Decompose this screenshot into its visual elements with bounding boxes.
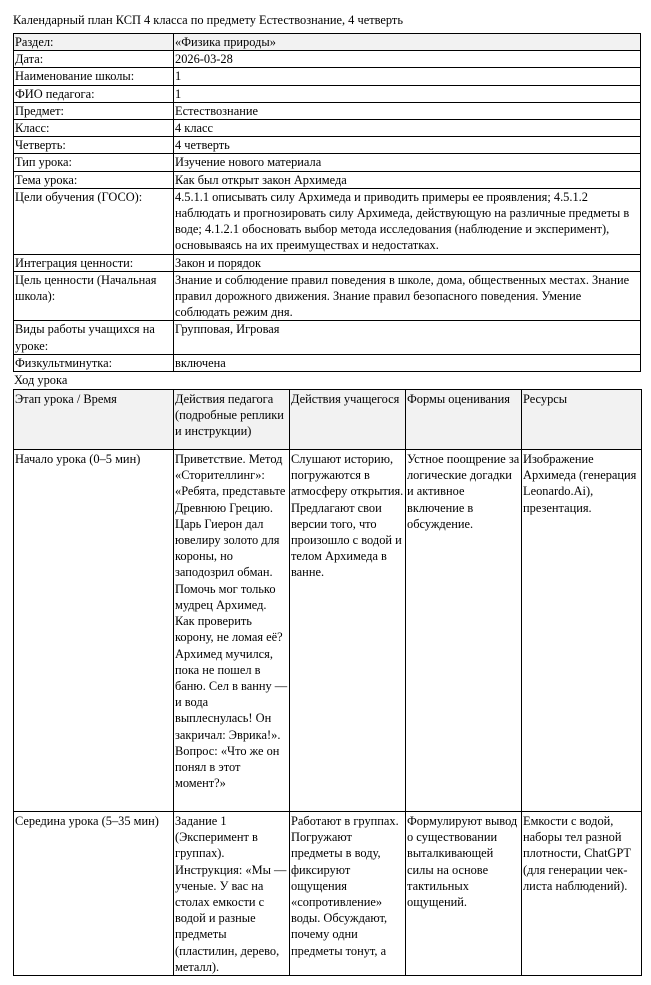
info-table: [13, 33, 641, 372]
lesson-row-start: [14, 450, 642, 812]
info-row-quarter: [14, 137, 641, 154]
info-value: «Физика природы»: [174, 34, 641, 51]
info-value: 1: [174, 85, 641, 102]
info-label: Наименование школы:: [14, 68, 174, 85]
info-row-date: [14, 51, 641, 68]
info-label: Физкультминутка:: [14, 354, 174, 371]
lesson-row-middle: [14, 812, 642, 976]
info-label: Тип урока:: [14, 154, 174, 171]
info-row-exercise-break: [14, 354, 641, 371]
document-page: [13, 11, 641, 976]
student-actions-cell: Работают в группах. Погружают предметы в воду, фиксируют ощущения «сопротивление» воды. Обсуждают, почему одни предметы тонут, а: [290, 812, 406, 976]
info-row-value-integration: [14, 254, 641, 271]
info-value: 4.5.1.1 описывать силу Архимеда и приводить примеры ее проявления; 4.5.1.2 наблюдать и прогнозировать силу Архимеда, действующую на различные предметы в воде; 4.1.2.1 обосновать выбор метода исследования (наблюдение и эксперимент), основываясь на их преимуществах и недостатках.: [174, 188, 641, 254]
info-value: 4 четверть: [174, 137, 641, 154]
info-value: Как был открыт закон Архимеда: [174, 171, 641, 188]
info-label: Интеграция ценности:: [14, 254, 174, 271]
info-row-school: [14, 68, 641, 85]
stage-cell: Середина урока (5–35 мин): [14, 812, 174, 976]
info-value: Знание и соблюдение правил поведения в школе, дома, общественных местах. Знание правил дорожного движения. Знание правил безопасного поведения. Умение соблюдать режим дня.: [174, 271, 641, 321]
info-row-teacher: [14, 85, 641, 102]
info-value: 4 класс: [174, 120, 641, 137]
info-label: Дата:: [14, 51, 174, 68]
info-value: включена: [174, 354, 641, 371]
info-label: Предмет:: [14, 102, 174, 119]
info-row-section: [14, 34, 641, 51]
column-header: Действия педагога (подробные реплики и инструкции): [174, 390, 290, 450]
teacher-actions-cell: Приветствие. Метод «Сторителлинг»: «Ребята, представьте Древнюю Грецию. Царь Гиерон дал ювелиру золото для короны, но заподозрил обман. Помочь мог только мудрец Архимед. Как проверить корону, не ломая её? Архимед мучился, пока не пошел в баню. Сел в ванну — и вода выплеснулась! Он закричал: Эврика!». Вопрос: «Что же он понял в этот момент?»: [174, 450, 290, 812]
column-header: Формы оценивания: [406, 390, 522, 450]
column-header: Этап урока / Время: [14, 390, 174, 450]
info-row-lesson-type: [14, 154, 641, 171]
assessment-cell: Формулируют вывод о существовании выталкивающей силы на основе тактильных ощущений.: [406, 812, 522, 976]
info-label: Цели обучения (ГОСО):: [14, 188, 174, 254]
lesson-section-title: Ход урока: [14, 373, 68, 388]
info-label: Тема урока:: [14, 171, 174, 188]
column-header: Действия учащегося: [290, 390, 406, 450]
document-title: Календарный план КСП 4 класса по предмету Естествознание, 4 четверть: [13, 13, 403, 27]
info-value: Групповая, Игровая: [174, 321, 641, 354]
resources-cell: Изображение Архимеда (генерация Leonardo.Ai), презентация.: [522, 450, 642, 812]
info-value: Естествознание: [174, 102, 641, 119]
lesson-header-row: [14, 390, 642, 450]
info-row-grade: [14, 120, 641, 137]
column-header: Ресурсы: [522, 390, 642, 450]
info-label: ФИО педагога:: [14, 85, 174, 102]
info-label: Раздел:: [14, 34, 174, 51]
info-label: Четверть:: [14, 137, 174, 154]
info-row-topic: [14, 171, 641, 188]
info-value: Закон и порядок: [174, 254, 641, 271]
info-row-learning-goals: [14, 188, 641, 254]
info-row-subject: [14, 102, 641, 119]
resources-cell: Емкости с водой, наборы тел разной плотности, ChatGPT (для генерации чек-листа наблюдений).: [522, 812, 642, 976]
info-label: Класс:: [14, 120, 174, 137]
info-value: 1: [174, 68, 641, 85]
teacher-actions-cell: Задание 1 (Эксперимент в группах). Инструкция: «Мы — ученые. У вас на столах емкости с водой и разные предметы (пластилин, дерево, металл).: [174, 812, 290, 976]
assessment-cell: Устное поощрение за логические догадки и активное включение в обсуждение.: [406, 450, 522, 812]
lesson-table: [13, 389, 642, 976]
info-label: Виды работы учащихся на уроке:: [14, 321, 174, 354]
info-row-work-types: [14, 321, 641, 354]
info-row-value-goal: [14, 271, 641, 321]
stage-cell: Начало урока (0–5 мин): [14, 450, 174, 812]
info-label: Цель ценности (Начальная школа):: [14, 271, 174, 321]
info-value: 2026-03-28: [174, 51, 641, 68]
info-value: Изучение нового материала: [174, 154, 641, 171]
student-actions-cell: Слушают историю, погружаются в атмосферу открытия. Предлагают свои версии того, что произошло с водой и телом Архимеда в ванне.: [290, 450, 406, 812]
